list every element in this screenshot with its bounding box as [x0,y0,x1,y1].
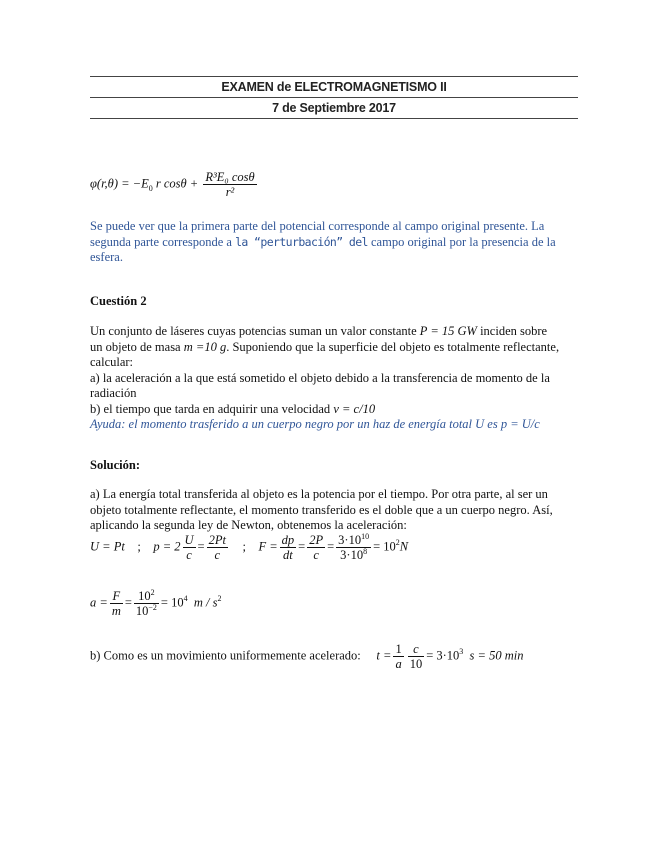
exam-date: 7 de Septiembre 2017 [272,101,396,115]
header-rule-bottom [90,118,578,119]
momentum-force-equation: U = Pt ; p = 2 $\frac{U}{c}$ = $\frac{2Pt}{c}$ ; F = $\frac{dp}{dt}$ = $\frac{2P}{c}$ = $\frac{3\cdot 10^{10}}{3\cdot 10^8}$ = $10^2N$ [90,531,409,562]
acceleration-equation: a = $\frac{F}{m}$ = $\frac{10^2}{10^{-2}}$ = $10^4$ m / $s^2$ [90,587,222,618]
header-rule-top [90,76,578,77]
potential-fraction: $\frac{\text{R³E₀ cosθ}}{\text{r²}}$ [205,170,255,199]
exam-title: EXAMEN de ELECTROMAGNETISMO II [221,80,447,94]
solution-heading: Solución: [90,458,141,472]
question-hint: Ayuda: el momento trasferido a un cuerpo negro por un haz de energía total U es p = U/c [90,417,540,431]
header-rule-middle [90,97,578,98]
potential-equation: $\varphi(r,\theta) = -E_0$ r cosθ + $\frac{\text{R³E₀ cosθ}}{\text{r²}}$ [90,170,255,199]
potential-note: Se puede ver que la primera parte del potencial corresponde al campo original presente. La segunda parte corresponde a la “perturbación” del campo original por la presencia de la esfera. [90,219,556,264]
solution-paragraph-a: a) La energía total transferida al objeto es la potencia por el tiempo. Por otra parte, al ser un objeto totalmente reflectante, el momento transferido es el doble que a un cuerpo negro. Así, aplicando la segunda ley de Newton, obtenemos la aceleración: [90,487,553,532]
time-equation: b) Como es un movimiento uniformemente acelerado: t = $\frac{1}{a}$ $\frac{c}{10}$ = $3\cdot 10^3$ s = 50 min [90,642,524,671]
question-body: Un conjunto de láseres cuyas potencias suman un valor constante P = 15 GW inciden sobre un objeto de masa m =10 g. Suponiendo que la superficie del objeto es totalmente reflectante, calcular: a) la aceleración a la que está sometido el objeto debido a la transferencia de momento de la radiación b) el tiempo que tarda en adquirir una velocidad v = c/10 Ayuda: el momento trasferido a un cuerpo negro por un haz de energía total U es p = U/c [90,324,580,433]
question-heading: Cuestión 2 [90,294,147,308]
